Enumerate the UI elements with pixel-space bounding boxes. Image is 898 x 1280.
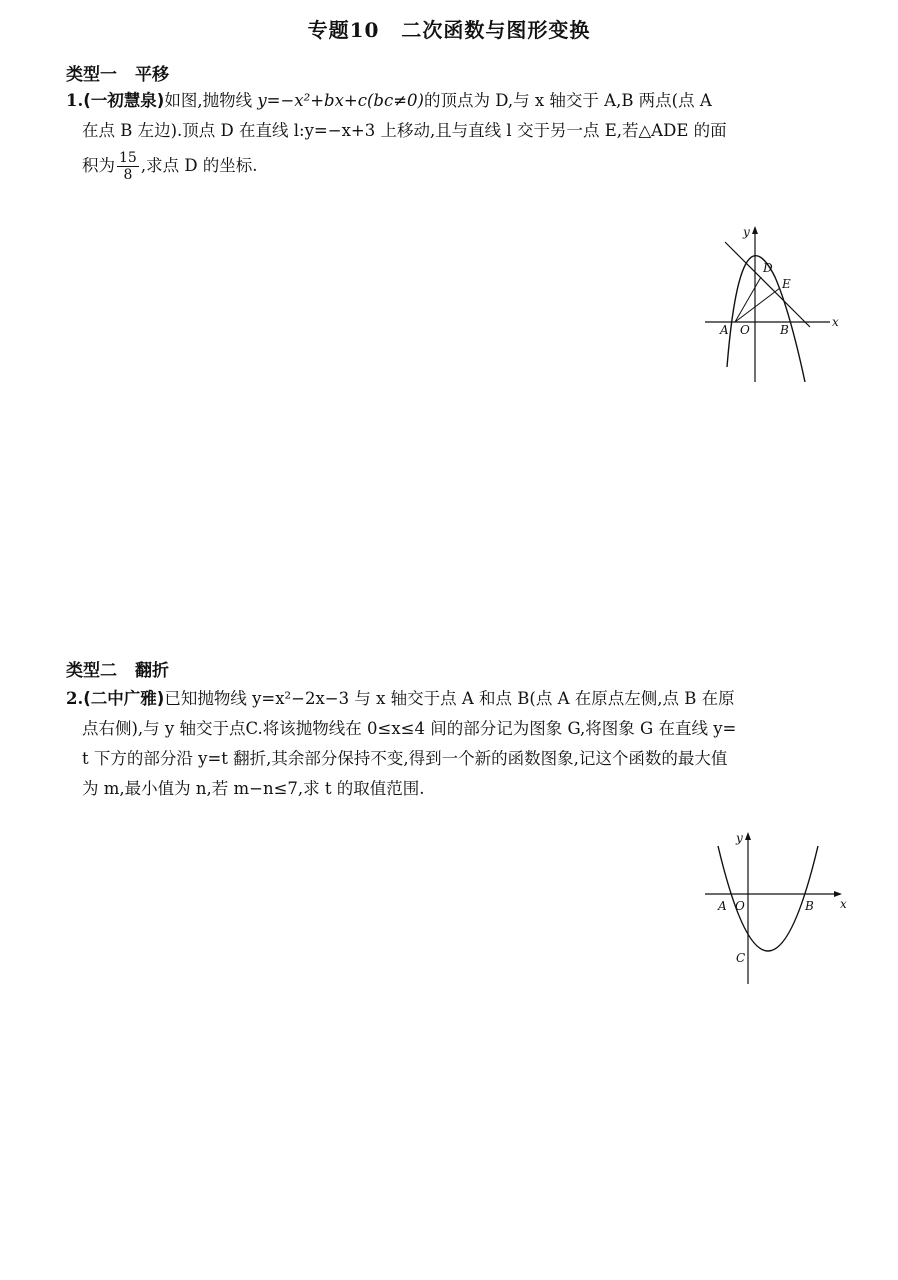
- page-title: [0, 14, 898, 43]
- parabola-curve: [718, 846, 818, 951]
- segment-AE: [735, 288, 780, 322]
- label-C: C: [736, 951, 746, 965]
- fraction: [117, 150, 139, 183]
- label-x: x: [832, 315, 839, 329]
- y-axis-arrow: [752, 226, 758, 234]
- problem-1-line-2: 在点 B 左边).顶点 D 在直线 l:y=−x+3 上移动,且与直线 l 交于另一点 E,若△ADE 的面: [82, 121, 727, 140]
- problem-source: (二中广雅): [83, 689, 165, 708]
- label-B: B: [780, 323, 789, 337]
- problem-source: (一初慧泉): [83, 91, 165, 110]
- figure-1-parabola-graph: [700, 222, 850, 384]
- problem-2-line-4: 为 m,最小值为 n,若 m−n≤7,求 t 的取值范围.: [82, 779, 425, 798]
- section-name: 翻折: [135, 661, 169, 681]
- section-name: 平移: [135, 65, 169, 85]
- problem-1-line-1: [66, 86, 838, 116]
- problem-text: 积为: [82, 156, 115, 175]
- label-D: D: [763, 261, 773, 275]
- topic-title: 二次函数与图形变换: [401, 18, 591, 42]
- problem-text: ,求点 D 的坐标.: [140, 156, 258, 175]
- label-A: A: [720, 323, 729, 337]
- label-B: B: [805, 899, 814, 913]
- section-label: 类型二: [66, 661, 117, 681]
- label-y: y: [736, 831, 743, 845]
- problem-number: 2.: [66, 689, 84, 708]
- figure-2-parabola-graph: [700, 826, 850, 988]
- problem-2-line-3: t 下方的部分沿 y=t 翻折,其余部分保持不变,得到一个新的函数图象,记这个函数的最大值: [82, 749, 728, 768]
- problem-text: 如图,抛物线: [164, 91, 258, 110]
- problem-text: 已知抛物线 y=x²−2x−3 与 x 轴交于点 A 和点 B(点 A 在原点左侧,点 B 在原: [164, 689, 735, 708]
- label-E: E: [782, 277, 791, 291]
- section-label: 类型一: [66, 65, 117, 85]
- label-x: x: [840, 897, 847, 911]
- section-heading-2: [66, 656, 169, 681]
- label-y: y: [743, 225, 750, 239]
- problem-text: 的顶点为 D,与 x 轴交于 A,B 两点(点 A: [423, 91, 712, 110]
- problem-1: [66, 86, 838, 183]
- label-O: O: [740, 323, 750, 337]
- label-A: A: [718, 899, 727, 913]
- section-heading-1: [66, 60, 169, 85]
- problem-number: 1.: [66, 91, 84, 110]
- problem-2-line-2: 点右侧),与 y 轴交于点C.将该抛物线在 0≤x≤4 间的部分记为图象 G,将图象 G 在直线 y=: [82, 719, 737, 738]
- y-axis-arrow: [745, 832, 751, 840]
- problem-1-line-3: [66, 150, 838, 183]
- problem-2: [66, 684, 838, 804]
- label-O: O: [735, 899, 745, 913]
- topic-number: 专题10: [307, 18, 380, 42]
- fraction-numerator: 15: [119, 150, 137, 166]
- fraction-denominator: 8: [123, 167, 133, 183]
- equation: y=−x²+bx+c(bc≠0): [257, 91, 424, 110]
- problem-2-line-1: [66, 684, 838, 714]
